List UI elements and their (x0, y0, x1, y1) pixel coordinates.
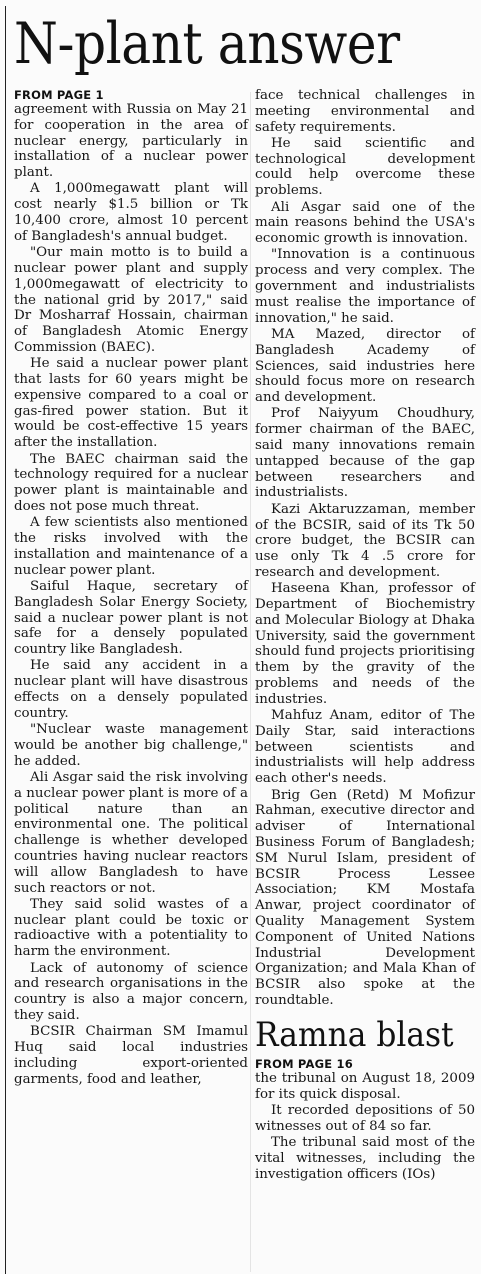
paragraph: Prof Naiyyum Choudhury, former chairman of the BAEC, said many innovations remain untapped because of the gap between researchers and industrialists. (255, 406, 475, 501)
paragraph: A few scientists also mentioned the risks involved with the installation and maintenance of a nuclear power plant. (14, 515, 248, 578)
paragraph: agreement with Russia on May 21 for cooperation in the area of nuclear energy, particularly in installation of a nuclear power plant. (14, 102, 248, 181)
column-rule (5, 6, 6, 1274)
paragraph: He said a nuclear power plant that lasts for 60 years might be expensive compared to a coal or gas-fired power station. But it would be cost-effective 15 years after the installation. (14, 356, 248, 451)
paragraph: A 1,000megawatt plant will cost nearly $1.5 billion or Tk 10,400 crore, almost 10 percent of Bangladesh's annual budget. (14, 181, 248, 244)
paragraph: Ali Asgar said one of the main reasons behind the USA's economic growth is innovation. (255, 199, 475, 247)
paragraph: BCSIR Chairman SM Imamul Huq said local industries including export-oriented garments, food and leather, (14, 1024, 248, 1087)
paragraph: Mahfuz Anam, editor of The Daily Star, said interactions between scientists and industrialists will help address each other's needs. (255, 708, 475, 787)
paragraph: "Our main motto is to build a nuclear power plant and supply 1,000megawatt of electricity to the national grid by 2017," said Dr Mosharraf Hossain, chairman of Bangladesh Atomic Energy Commission (BAEC). (14, 245, 248, 355)
from-page-label: FROM PAGE 16 (255, 1056, 353, 1071)
column-divider (250, 92, 251, 1272)
paragraph: Ali Asgar said the risk involving a nuclear power plant is more of a political nature than an environmental one. The political challenge is whether developed countries having nuclear reactors will allow Bangladesh to have such reactors or not. (14, 769, 248, 896)
paragraph: The BAEC chairman said the technology required for a nuclear power plant is maintainable and does not pose much threat. (14, 451, 248, 514)
paragraph: The tribunal said most of the vital witnesses, including the investigation officers (IOs) (255, 1134, 475, 1182)
paragraph: It recorded depositions of 50 witnesses out of 84 so far. (255, 1102, 475, 1134)
paragraph: MA Mazed, director of Bangladesh Academy of Sciences, said industries here should focus more on research and development. (255, 326, 475, 406)
paragraph: face technical challenges in meeting environmental and safety requirements. (255, 88, 475, 135)
paragraph: Lack of autonomy of science and research organisations in the country is also a major concern, they said. (14, 960, 248, 1023)
column-one (14, 88, 248, 1088)
paragraph: Kazi Aktaruzzaman, member of the BCSIR, said of its Tk 50 crore budget, the BCSIR can use only Tk 4 .5 crore for research and development. (255, 501, 475, 580)
headline: N-plant answer (14, 11, 400, 77)
second-headline: Ramna blast (255, 1014, 454, 1055)
paragraph: He said any accident in a nuclear plant will have disastrous effects on a densely populated country. (14, 658, 248, 721)
paragraph: Brig Gen (Retd) M Mofizur Rahman, executive director and adviser of International Business Forum of Bangladesh; SM Nurul Islam, president of BCSIR Process Lessee Association; KM Mostafa Anwar, project coordinator of Quality Management System Component of United Nations Industrial Development Organization; and Mala Khan of BCSIR also spoke at the roundtable. (255, 787, 475, 1008)
paragraph: Haseena Khan, professor of Department of Biochemistry and Molecular Biology at Dhaka University, said the government should fund projects prioritising them by the gravity of the problems and needs of the industries. (255, 581, 475, 707)
paragraph: "Nuclear waste management would be another big challenge," he added. (14, 722, 248, 769)
paragraph: Saiful Haque, secretary of Bangladesh Solar Energy Society, said a nuclear power plant is not safe for a densely populated country like Bangladesh. (14, 578, 248, 658)
paragraph: He said scientific and technological development could help overcome these problems. (255, 135, 475, 199)
paragraph: They said solid wastes of a nuclear plant could be toxic or radioactive with a potentiality to harm the environment. (14, 896, 248, 960)
column-two (255, 88, 475, 1183)
paragraph: the tribunal on August 18, 2009 for its quick disposal. (255, 1070, 475, 1102)
paragraph: "Innovation is a continuous process and very complex. The government and industrialists must realise the importance of innovation," he said. (255, 247, 475, 326)
from-page-label: FROM PAGE 1 (14, 88, 104, 102)
